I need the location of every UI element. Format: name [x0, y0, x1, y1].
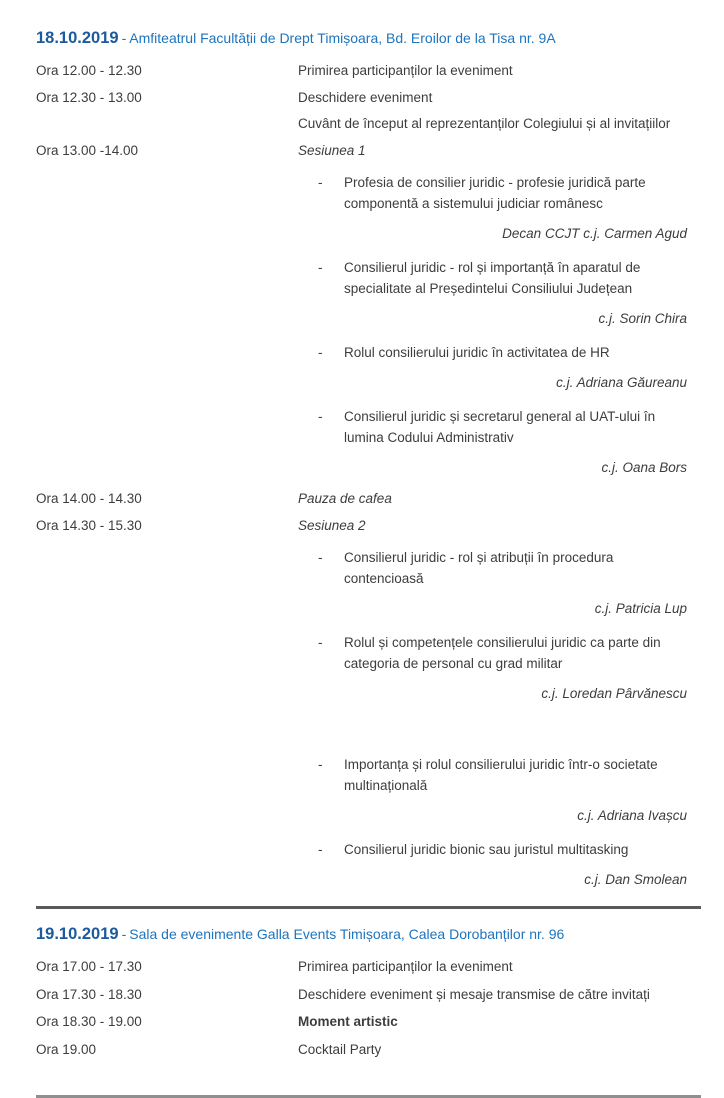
schedule-row: [36, 1042, 687, 1059]
topic-text: Rolul și competențele consilierului juridic ca parte din categoria de personal cu grad militar: [344, 635, 661, 671]
time-range: Ora 13.00 -14.00: [36, 142, 139, 158]
speaker-attribution: c.j. Sorin Chira: [598, 311, 687, 326]
section-location: Amfiteatrul Facultății de Drept Timișoara, Bd. Eroilor de la Tisa nr. 9A: [129, 30, 556, 46]
time-range: Ora 14.30 - 15.30: [36, 517, 142, 533]
event-description: Primirea participanților la eveniment: [298, 959, 513, 974]
schedule-row: [36, 518, 687, 535]
bullet-dash-icon: -: [318, 260, 323, 275]
schedule-row: [36, 63, 687, 80]
section-date: 19.10.2019: [36, 925, 119, 943]
event-description: Sesiunea 1: [298, 142, 366, 158]
header-separator: -: [121, 30, 127, 46]
speaker-attribution: c.j. Patricia Lup: [594, 601, 687, 616]
event-description: Cocktail Party: [298, 1041, 382, 1057]
topic-bullet-item: [318, 839, 687, 860]
schedule-row: [36, 1014, 687, 1031]
bullet-dash-icon: -: [318, 175, 323, 190]
event-description: Sesiunea 2: [298, 517, 366, 533]
header-separator: -: [121, 926, 127, 942]
event-description: Pauza de cafea: [298, 491, 392, 506]
topic-bullet-item: [318, 406, 687, 448]
section-location: Sala de evenimente Galla Events Timișoara, Calea Dorobanților nr. 96: [129, 926, 565, 942]
schedule-row: [36, 987, 687, 1004]
speaker-attribution: c.j. Dan Smolean: [584, 872, 687, 887]
time-range: Ora 12.00 - 12.30: [36, 63, 142, 78]
agenda-section: [36, 26, 687, 888]
speaker-attribution: c.j. Loredan Pârvănescu: [541, 686, 687, 701]
time-range: Ora 19.00: [36, 1041, 97, 1057]
bullet-dash-icon: -: [318, 550, 323, 565]
agenda-section: [36, 922, 687, 1058]
topic-text: Consilierul juridic bionic sau juristul multitasking: [344, 842, 629, 857]
event-description: Primirea participanților la eveniment: [298, 63, 513, 78]
schedule-row: [36, 116, 687, 133]
schedule-row: [36, 959, 687, 976]
time-range: Ora 18.30 - 19.00: [36, 1014, 142, 1029]
topic-bullet-item: [318, 632, 687, 674]
time-range: Ora 17.30 - 18.30: [36, 986, 142, 1002]
speaker-attribution: Decan CCJT c.j. Carmen Agud: [502, 226, 687, 241]
topic-text: Consilierul juridic - rol și atribuții în procedura contencioasă: [344, 550, 614, 586]
topic-bullet-item: [318, 547, 687, 589]
event-description: Moment artistic: [298, 1014, 398, 1029]
bullet-dash-icon: -: [318, 757, 323, 772]
section-date: 18.10.2019: [36, 29, 119, 47]
section-divider: [36, 906, 701, 909]
topic-text: Consilierul juridic și secretarul general al UAT-ului în lumina Codului Administrativ: [344, 409, 656, 445]
time-range: Ora 17.00 - 17.30: [36, 959, 142, 974]
speaker-attribution: c.j. Adriana Găureanu: [556, 375, 687, 390]
topic-bullet-item: [318, 754, 687, 796]
bullet-dash-icon: -: [318, 842, 323, 857]
event-description: Deschidere eveniment: [298, 89, 433, 105]
speaker-attribution: c.j. Adriana Ivașcu: [577, 808, 687, 823]
topic-text: Importanța și rolul consilierului juridic într-o societate multinațională: [344, 757, 658, 793]
vertical-spacer: [36, 717, 687, 741]
topic-bullet-item: [318, 342, 687, 363]
event-description: Cuvânt de început al reprezentanților Colegiului și al invitațiilor: [298, 116, 671, 131]
agenda-sections: [36, 26, 687, 1098]
bullet-dash-icon: -: [318, 635, 323, 650]
topic-bullet-item: [318, 172, 687, 214]
topic-text: Rolul consilierului juridic în activitatea de HR: [344, 345, 610, 360]
time-range: Ora 14.00 - 14.30: [36, 491, 142, 506]
topic-text: Consilierul juridic - rol și importanță în aparatul de specialitate al Președintelui Consiliului Județean: [344, 260, 641, 296]
section-header: [36, 26, 687, 48]
bullet-dash-icon: -: [318, 409, 323, 424]
bullet-dash-icon: -: [318, 345, 323, 360]
event-description: Deschidere eveniment și mesaje transmise de către invitați: [298, 986, 650, 1002]
section-header: [36, 922, 687, 944]
topic-text: Profesia de consilier juridic - profesie juridică parte componentă a sistemului judiciar românesc: [344, 175, 646, 211]
schedule-row: [36, 491, 687, 508]
schedule-row: [36, 90, 687, 107]
topic-bullet-item: [318, 257, 687, 299]
time-range: Ora 12.30 - 13.00: [36, 89, 142, 105]
speaker-attribution: c.j. Oana Bors: [601, 460, 687, 475]
schedule-row: [36, 143, 687, 160]
